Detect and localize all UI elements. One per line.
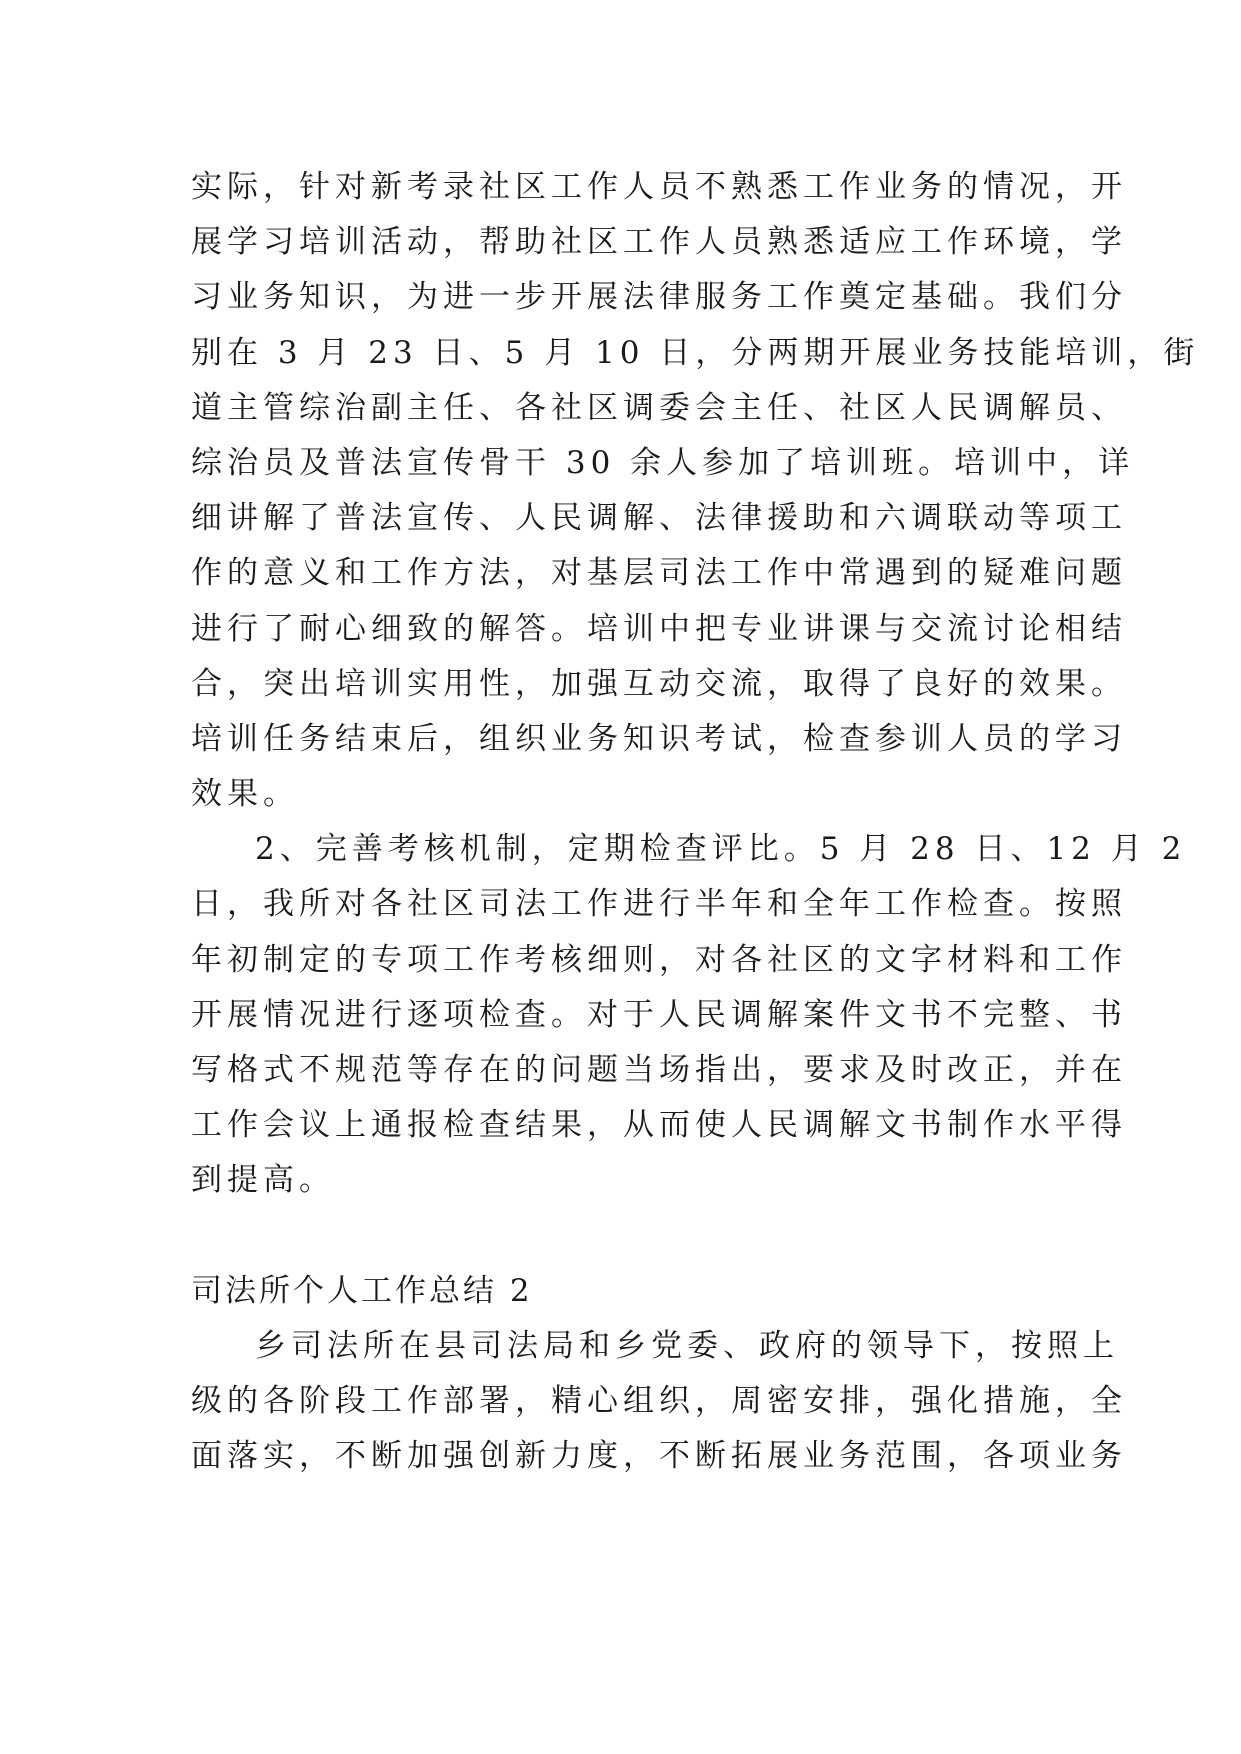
text-line: 日，我所对各社区司法工作进行半年和全年工作检查。按照	[191, 886, 1127, 923]
text-line: 开展情况进行逐项检查。对于人民调解案件文书不完整、书	[191, 996, 1127, 1033]
blank-line	[191, 1209, 1071, 1264]
text-line: 工作会议上通报检查结果，从而使人民调解文书制作水平得	[191, 1107, 1127, 1144]
text-line: 写格式不规范等存在的问题当场指出，要求及时改正，并在	[191, 1052, 1127, 1088]
text-line: 效果。	[191, 776, 299, 813]
document-body	[191, 160, 1200, 1485]
text-line: 综治员及普法宣传骨干 30 余人参加了培训班。培训中，详	[191, 444, 1135, 481]
text-line: 年初制定的专项工作考核细则，对各社区的文字材料和工作	[191, 941, 1127, 978]
text-line: 实际，针对新考录社区工作人员不熟悉工作业务的情况，开	[191, 169, 1127, 205]
text-line: 展学习培训活动，帮助社区工作人员熟悉适应工作环境，学	[191, 224, 1127, 261]
text-line: 合，突出培训实用性，加强互动交流，取得了良好的效果。	[191, 665, 1127, 702]
text-line: 级的各阶段工作部署，精心组织，周密安排，强化措施，全	[191, 1383, 1127, 1420]
section-heading: 司法所个人工作总结 2	[191, 1272, 533, 1309]
text-line: 细讲解了普法宣传、人民调解、法律援助和六调联动等项工	[191, 500, 1127, 537]
text-line: 进行了耐心细致的解答。培训中把专业讲课与交流讨论相结	[191, 610, 1127, 647]
paragraph-start-line: 2、完善考核机制，定期检查评比。5 月 28 日、12 月 2	[255, 831, 1187, 868]
text-line: 道主管综治副主任、各社区调委会主任、社区人民调解员、	[191, 389, 1127, 426]
text-line: 别在 3 月 23 日、5 月 10 日，分两期开展业务技能培训，街	[191, 334, 1200, 371]
text-line: 作的意义和工作方法，对基层司法工作中常遇到的疑难问题	[191, 555, 1127, 592]
text-line: 习业务知识，为进一步开展法律服务工作奠定基础。我们分	[191, 279, 1127, 316]
paragraph-start-line: 乡司法所在县司法局和乡党委、政府的领导下，按照上	[255, 1327, 1119, 1364]
text-line: 面落实，不断加强创新力度，不断拓展业务范围，各项业务	[191, 1438, 1127, 1475]
text-line: 到提高。	[191, 1162, 335, 1199]
text-line: 培训任务结束后，组织业务知识考试，检查参训人员的学习	[191, 720, 1127, 757]
